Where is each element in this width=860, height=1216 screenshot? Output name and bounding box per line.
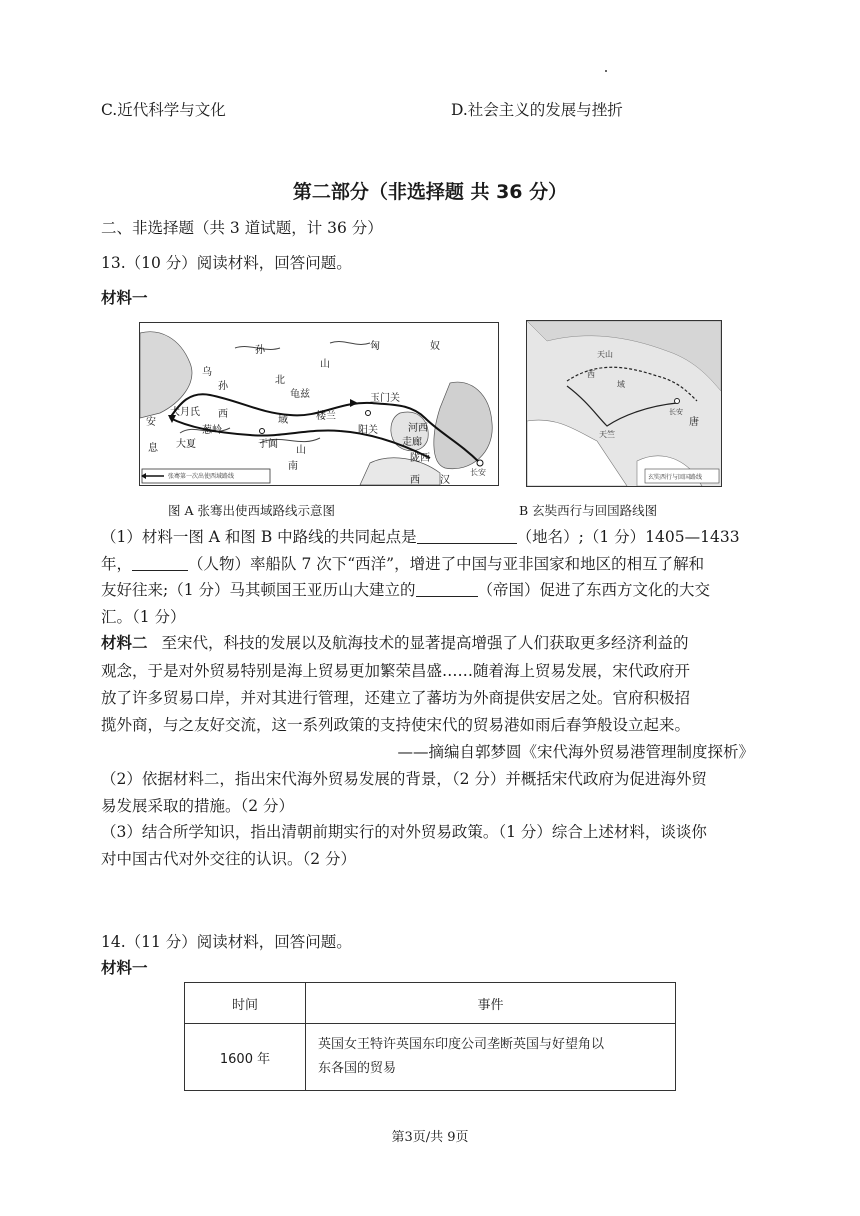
map-a-label: 大月氏 [170,407,200,418]
map-b-label: 域 [617,380,625,389]
map-a-label: 陇西 [410,453,430,464]
map-a-label: 西 [218,409,228,420]
page-speck [605,70,607,72]
q13-material2-line3: 放了许多贸易口岸，并对其进行管理，还建立了蕃坊为外商提供安居之处。官府积极招 [101,689,691,707]
map-a-label: 北 [275,375,285,386]
q13-material2-line2: 观念，于是对外贸易特别是海上贸易更加繁荣昌盛……随着海上贸易发展，宋代政府开 [101,662,691,680]
q13-sub1-text: （1）材料一图 A 和图 B 中路线的共同起点是 [101,528,417,546]
q13-material1-label: 材料一 [101,289,148,307]
section-heading: 二、非选择题（共 3 道试题，计 36 分） [101,219,383,237]
q13-sub1-text: （人物）率船队 7 次下“西洋”，增进了中国与亚非国家和地区的相互了解和 [188,555,705,573]
option-c: C.近代科学与文化 [101,101,226,119]
q13-sub1-text: 友好往来;（1 分）马其顿国王亚历山大建立的 [101,581,416,599]
map-a-label: 阳关 [358,425,378,436]
map-a-label: 息 [148,443,158,454]
table-cell-event [306,1024,676,1091]
map-b-legend: 玄奘西行与回国路线 [648,474,703,481]
page-footer: 第3页/共 9页 [391,1130,469,1145]
map-a-label: 长安 [470,468,486,477]
q13-sub2-line1: （2）依据材料二，指出宋代海外贸易发展的背景，（2 分）并概括宋代政府为促进海外贸 [101,770,707,788]
map-b-label: 长安 [669,408,683,416]
q13-sub2-line2: 易发展采取的措施。（2 分） [101,797,295,815]
map-a-label: 玉门关 [370,393,400,404]
map-a-label: 葱岭 [202,425,222,436]
map-a-label: 乌 [202,367,212,378]
answer-blank-person[interactable] [132,554,188,571]
map-a-legend-text: 张骞第一次出使西域路线 [168,473,235,480]
part-title: 第二部分（非选择题 共 36 分） [292,181,568,203]
map-a-label: 匈 [370,341,380,352]
answer-blank-place[interactable] [417,527,517,544]
q13-sub3-line1: （3）结合所学知识，指出清朝前期实行的对外贸易政策。（1 分）综合上述材料，谈谈你 [101,823,707,841]
table-row [185,1024,676,1091]
map-a-label: 山 [296,445,306,456]
table-header-time: 时间 [185,983,306,1024]
map-b-label: 天竺 [599,430,615,439]
map-b-label: 天山 [597,350,613,359]
q13-material2-source: ——摘编自郭梦圆《宋代海外贸易港管理制度探析》 [397,743,754,761]
map-a-label: 于阗 [258,439,278,450]
map-a-label: 走廊 [402,437,422,448]
q13-header: 13.（10 分）阅读材料，回答问题。 [101,254,352,272]
table-cell-time: 1600 年 [185,1024,306,1091]
q13-material2-label: 材料二 [101,634,148,652]
answer-blank-empire[interactable] [416,580,478,597]
map-a-label: 河西 [408,423,428,434]
map-a-label: 域 [278,415,288,426]
map-b-graphic [527,321,721,486]
q14-event-table [184,982,676,1091]
map-a-label: 孙 [218,381,228,392]
map-a-label: 龟兹 [290,389,310,400]
map-a-label: 南 [288,461,298,472]
q13-sub1-line2 [101,554,704,574]
option-d: D.社会主义的发展与挫折 [451,101,623,119]
q13-sub1-text: 年， [101,555,133,573]
q13-sub3-line2: 对中国古代对外交往的认识。（2 分） [101,850,357,868]
map-a-label: 西 [410,475,420,486]
q13-material2-line4: 揽外商，与之友好交流，这一系列政策的支持使宋代的贸易港如雨后春笋般设立起来。 [101,716,691,734]
table-cell-event-line: 东各国的贸易 [318,1061,397,1076]
map-b-xuanzang-route [526,320,722,487]
q13-sub1-line3 [101,580,710,600]
q14-header: 14.（11 分）阅读材料，回答问题。 [101,933,352,951]
table-header-event: 事件 [306,983,676,1024]
map-b-label: 唐 [689,417,699,428]
map-a-label: 奴 [430,341,440,352]
q14-material1-label: 材料一 [101,959,148,977]
map-a-label: 安 [146,417,156,428]
map-a-label: 汉 [440,475,450,486]
map-a-zhangqian-route [139,322,499,486]
map-a-caption: 图 A 张骞出使西域路线示意图 [168,503,335,518]
map-a-label: 山 [320,359,330,370]
q13-sub1-text: （地名）;（1 分）1405—1433 [516,528,740,546]
map-a-label: 孙 [255,345,265,356]
q13-sub1-line4: 汇。（1 分） [101,608,186,626]
map-a-label: 楼兰 [316,411,336,422]
q13-material2-text: 至宋代，科技的发展以及航海技术的显著提高增强了人们获取更多经济利益的 [161,634,689,652]
table-header-row [185,983,676,1024]
map-b-caption: B 玄奘西行与回国路线图 [519,503,658,518]
map-a-label: 大夏 [176,439,196,450]
q13-sub1-line1 [101,527,740,547]
map-b-label: 西 [587,370,595,379]
q13-sub1-text: （帝国）促进了东西方文化的大交 [477,581,711,599]
q13-material2-line1 [101,633,689,653]
table-cell-event-line: 英国女王特许英国东印度公司垄断英国与好望角以 [318,1037,605,1052]
